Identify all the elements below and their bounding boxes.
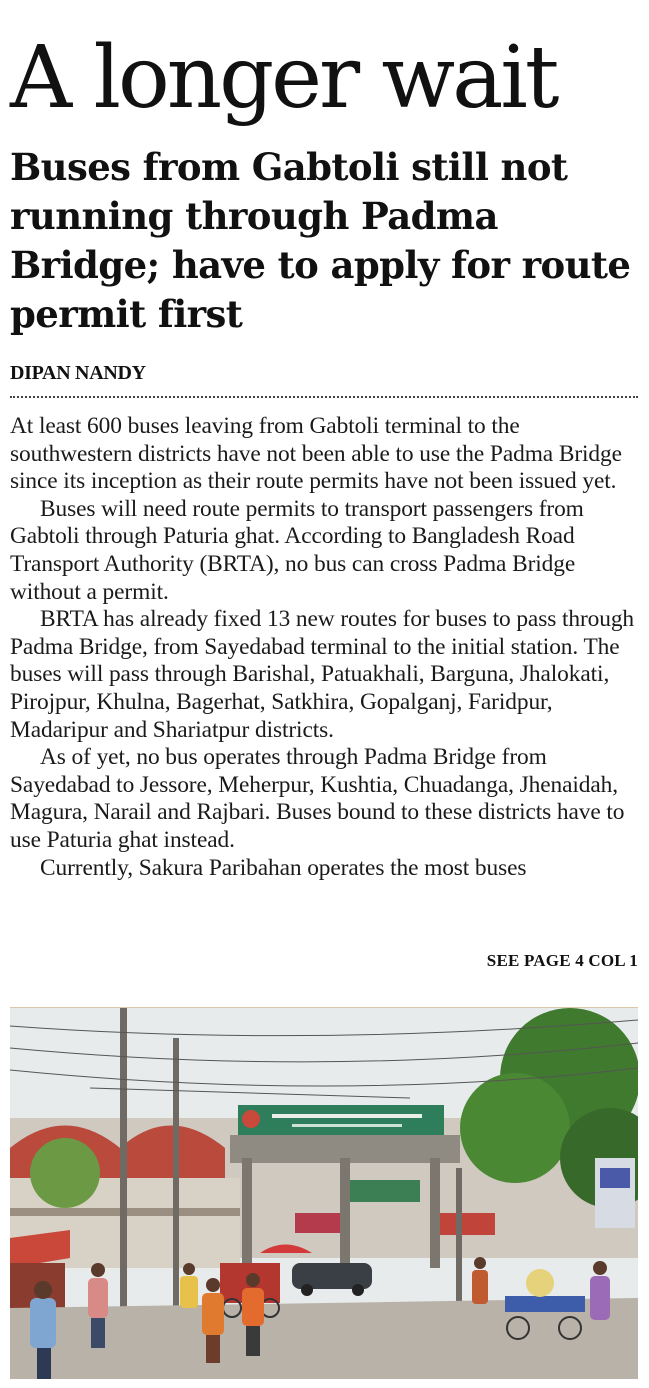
bus-terminal-photo: [10, 1008, 638, 1379]
byline: DIPAN NANDY: [10, 362, 146, 384]
subheadline: Buses from Gabtoli still not running through Padma Bridge; have to apply for route permit first: [10, 145, 631, 336]
paragraph: Buses will need route permits to transport passengers from Gabtoli through Paturia ghat. According to Bangladesh Road Transport Authority (BRTA), no bus can cross Padma Bridge without a permit.: [10, 495, 584, 605]
paragraph: BRTA has already fixed 13 new routes for buses to pass through Padma Bridge, from Sayedabad terminal to the initial station. The buses will pass through Barishal, Patuakhali, Barguna, Jhalokati, Pirojpur, Khulna, Bagerhat, Satkhira, Gopalganj, Faridpur, Madaripur and Shariatpur districts.: [10, 606, 635, 743]
article-photo: [10, 1007, 638, 1379]
paragraph: At least 600 buses leaving from Gabtoli terminal to the southwestern districts have not been able to use the Padma Bridge since its inception as their route permits have not been issued yet.: [10, 413, 622, 495]
paragraph: As of yet, no bus operates through Padma Bridge from Sayedabad to Jessore, Meherpur, Kushtia, Chuadanga, Jhenaidah, Magura, Narail and Rajbari. Buses bound to these districts have to use Paturia ghat instead.: [10, 744, 625, 853]
dotted-divider: [10, 396, 638, 398]
paragraph: Currently, Sakura Paribahan operates the most buses: [40, 854, 527, 881]
continuation-note: SEE PAGE 4 COL 1: [486, 951, 638, 970]
headline: A longer wait: [10, 28, 557, 128]
article-body: [10, 413, 638, 882]
